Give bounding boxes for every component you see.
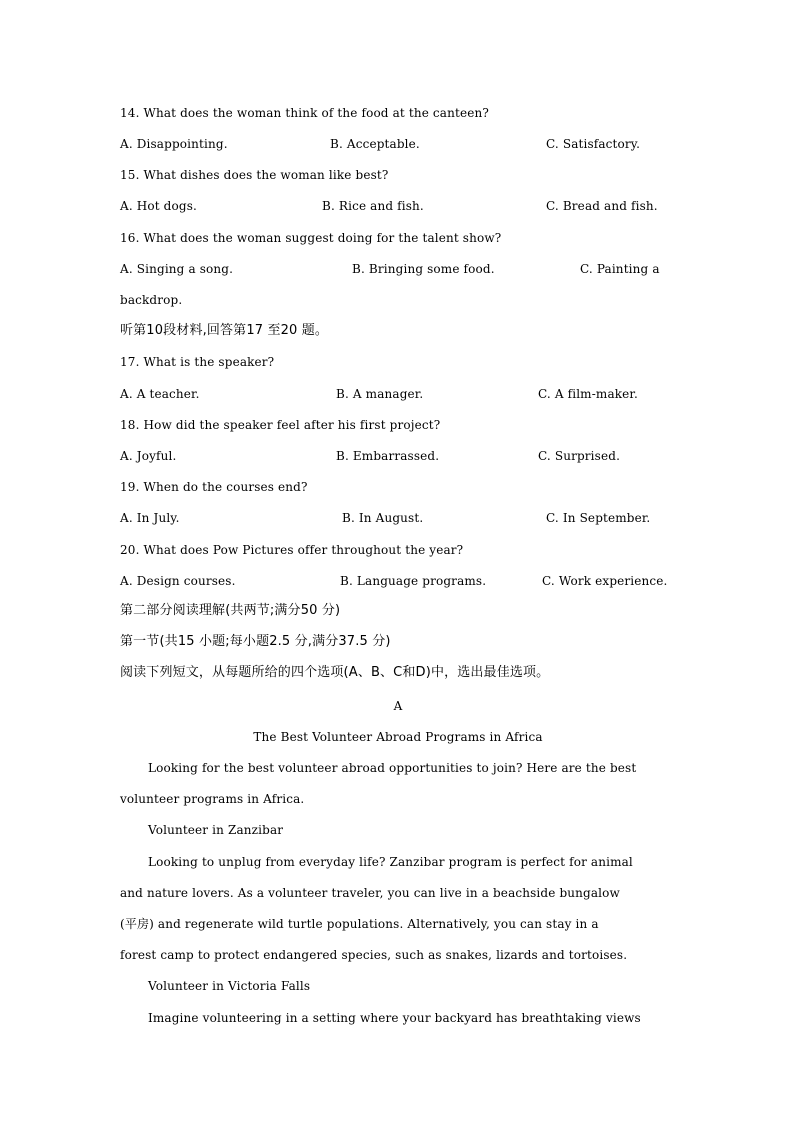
passage-line-5: and nature lovers. As a volunteer traveler, you can live in a beachside bungalow xyxy=(120,886,620,900)
passage-line-2: volunteer programs in Africa. xyxy=(120,792,305,806)
question-18-option-b: B. Embarrassed. xyxy=(336,449,440,463)
question-16-option-a: A. Singing a song. xyxy=(120,262,234,276)
question-18-stem: 18. How did the speaker feel after his first project? xyxy=(120,418,441,432)
question-17-option-c: C. A film-maker. xyxy=(538,387,638,401)
question-18-options xyxy=(120,446,676,466)
question-17-stem: 17. What is the speaker? xyxy=(120,355,275,369)
passage-line-9: Imagine volunteering in a setting where your backyard has breathtaking views xyxy=(148,1011,641,1025)
question-19-option-b: B. In August. xyxy=(342,511,424,525)
question-19-option-a: A. In July. xyxy=(120,511,180,525)
question-18-option-c: C. Surprised. xyxy=(538,449,621,463)
passage-line-1: Looking for the best volunteer abroad opportunities to join? Here are the best xyxy=(148,761,637,775)
section-1-title: 第一节(共15 小题;每小题2.5 分,满分37.5 分) xyxy=(120,634,391,649)
question-15-options xyxy=(120,196,676,216)
reading-instructions: 阅读下列短文，从每题所给的四个选项(A、B、C和D)中，选出最佳选项。 xyxy=(120,665,550,680)
question-18-option-a: A. Joyful. xyxy=(120,449,177,463)
question-16-stem: 16. What does the woman suggest doing for the talent show? xyxy=(120,231,502,245)
section-10-intro: 听第10段材料,回答第17 至20 题。 xyxy=(120,323,329,338)
passage-subheading-victoria-falls: Volunteer in Victoria Falls xyxy=(148,979,311,993)
question-14-options xyxy=(120,134,676,154)
question-14-option-b: B. Acceptable. xyxy=(330,137,420,151)
question-19-stem: 19. When do the courses end? xyxy=(120,480,308,494)
question-15-stem: 15. What dishes does the woman like best? xyxy=(120,168,389,182)
question-14-stem: 14. What does the woman think of the food at the canteen? xyxy=(120,106,489,120)
question-16-options xyxy=(120,259,676,279)
question-17-option-b: B. A manager. xyxy=(336,387,424,401)
question-15-option-a: A. Hot dogs. xyxy=(120,199,197,213)
question-20-option-c: C. Work experience. xyxy=(542,574,668,588)
question-16-option-b: B. Bringing some food. xyxy=(352,262,495,276)
question-14-option-c: C. Satisfactory. xyxy=(546,137,641,151)
question-15-option-c: C. Bread and fish. xyxy=(546,199,658,213)
question-19-options xyxy=(120,508,676,528)
question-19-option-c: C. In September. xyxy=(546,511,651,525)
passage-line-7: forest camp to protect endangered species, such as snakes, lizards and tortoises. xyxy=(120,948,628,962)
passage-subheading-zanzibar: Volunteer in Zanzibar xyxy=(148,823,284,837)
question-20-option-a: A. Design courses. xyxy=(120,574,236,588)
passage-letter: A xyxy=(393,699,403,713)
question-16-option-c-wrap: backdrop. xyxy=(120,293,183,307)
question-14-option-a: A. Disappointing. xyxy=(120,137,228,151)
question-17-option-a: A. A teacher. xyxy=(120,387,200,401)
question-15-option-b: B. Rice and fish. xyxy=(322,199,424,213)
question-20-stem: 20. What does Pow Pictures offer throughout the year? xyxy=(120,543,464,557)
passage-line-6: (平房) and regenerate wild turtle populations. Alternatively, you can stay in a xyxy=(120,917,599,931)
question-16-option-c: C. Painting a xyxy=(580,262,660,276)
question-17-options xyxy=(120,384,676,404)
passage-title: The Best Volunteer Abroad Programs in Africa xyxy=(253,730,543,744)
part-2-title: 第二部分阅读理解(共两节;满分50 分) xyxy=(120,603,341,618)
passage-line-4: Looking to unplug from everyday life? Zanzibar program is perfect for animal xyxy=(148,855,633,869)
question-20-options xyxy=(120,571,676,591)
question-20-option-b: B. Language programs. xyxy=(340,574,487,588)
